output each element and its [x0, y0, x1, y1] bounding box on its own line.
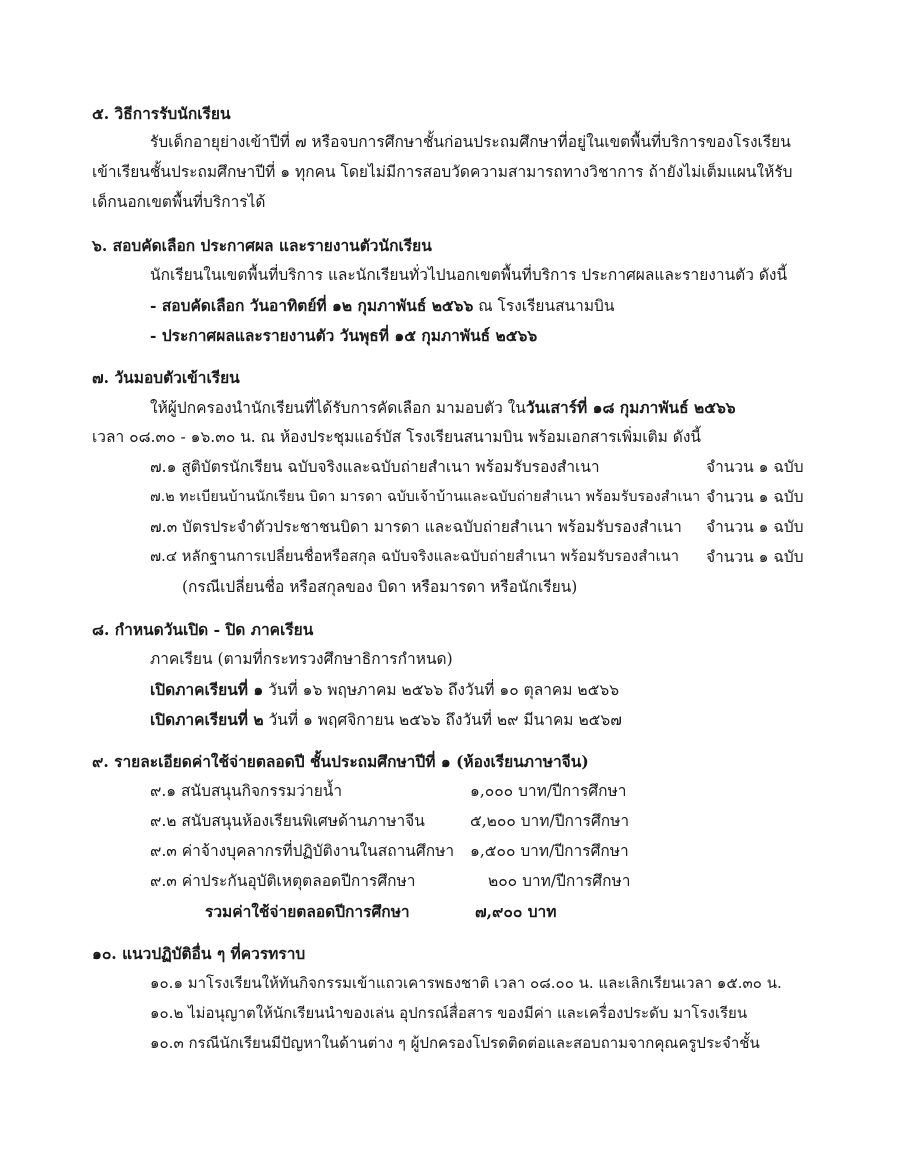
- section-5-paragraph-line-3: เด็กนอกเขตพื้นที่บริการได้: [92, 193, 266, 211]
- section-7-note: (กรณีเปลี่ยนชื่อ หรือสกุลของ บิดา หรือมารดา หรือนักเรียน): [182, 578, 578, 596]
- section-7-paragraph-line-2: เวลา ๐๘.๓๐ - ๑๖.๓๐ น. ณ ห้องประชุมแอร์บัส โรงเรียนสนามบิน พร้อมเอกสารเพิ่มเติม ดังนี้: [92, 428, 702, 446]
- expense-total-amount: ๗,๙๐๐ บาท: [475, 902, 557, 921]
- section-8-term-1: [150, 682, 619, 699]
- section-6-item-2: - ประกาศผลและรายงานตัว วันพุธที่ ๑๕ กุมภาพันธ์ ๒๕๖๖: [150, 326, 538, 345]
- expense-amount: ๑,๕๐๐ บาท/ปีการศึกษา: [470, 842, 629, 860]
- document-item-quantity: จำนวน ๑ ฉบับ: [706, 518, 804, 536]
- section-6-item-1: [150, 298, 615, 315]
- document-item-text: ๗.๓ บัตรประจำตัวประชาชนบิดา มารดา และฉบับถ่ายสำเนา พร้อมรับรองสำเนา: [150, 518, 682, 536]
- document-item-text: ๗.๒ ทะเบียนบ้านนักเรียน บิดา มารดา ฉบับเจ้าบ้านและฉบับถ่ายสำเนา พร้อมรับรองสำเนา: [150, 489, 701, 505]
- section-7-heading: ๗. วันมอบตัวเข้าเรียน: [92, 368, 240, 387]
- expense-total-label: รวมค่าใช้จ่ายตลอดปีการศึกษา: [205, 902, 410, 921]
- section-6-heading: ๖. สอบคัดเลือก ประกาศผล และรายงานตัวนักเรียน: [92, 236, 432, 255]
- section-7-p1-normal: ให้ผู้ปกครองนำนักเรียนที่ได้รับการคัดเลือก มามอบตัว ใน: [150, 399, 526, 417]
- section-5-paragraph-line-2: เข้าเรียนชั้นประถมศึกษาปีที่ ๑ ทุกคน โดยไม่มีการสอบวัดความสามารถทางวิชาการ ถ้ายังไม่เต็มแผนให้รับ: [92, 163, 793, 181]
- section-8-heading: ๘. กำหนดวันเปิด - ปิด ภาคเรียน: [92, 620, 314, 639]
- section-9-heading: ๙. รายละเอียดค่าใช้จ่ายตลอดปี ชั้นประถมศึกษาปีที่ ๑ (ห้องเรียนภาษาจีน): [92, 752, 589, 771]
- section-5-heading: ๕. วิธีการรับนักเรียน: [92, 104, 231, 123]
- document-item-quantity: จำนวน ๑ ฉบับ: [706, 458, 804, 476]
- term-2-dates: วันที่ ๑ พฤศจิกายน ๒๕๖๖ ถึงวันที่ ๒๙ มีนาคม ๒๕๖๗: [263, 711, 622, 729]
- section-6-intro: นักเรียนในเขตพื้นที่บริการ และนักเรียนทั่วไปนอกเขตพื้นที่บริการ ประกาศผลและรายงานตัว ดังนี้: [150, 266, 788, 284]
- document-item-text: ๗.๔ หลักฐานการเปลี่ยนชื่อหรือสกุล ฉบับจริงและฉบับถ่ายสำเนา พร้อมรับรองสำเนา: [150, 548, 680, 565]
- section-7-paragraph-line-1: [150, 400, 736, 417]
- section-10-heading: ๑๐. แนวปฏิบัติอื่น ๆ ที่ควรทราบ: [92, 944, 306, 963]
- expense-amount: ๒๐๐ บาท/ปีการศึกษา: [488, 872, 631, 890]
- term-1-dates: วันที่ ๑๖ พฤษภาคม ๒๕๖๖ ถึงวันที่ ๑๐ ตุลาคม ๒๕๖๖: [263, 681, 620, 699]
- term-1-label: เปิดภาคเรียนที่ ๑: [150, 680, 264, 699]
- expense-label: ๙.๑ สนับสนุนกิจกรรมว่ายน้ำ: [150, 782, 343, 800]
- section-6-item-1-rest: ณ โรงเรียนสนามบิน: [473, 297, 615, 315]
- expense-amount: ๕,๒๐๐ บาท/ปีการศึกษา: [470, 812, 630, 830]
- expense-label: ๙.๒ สนับสนุนห้องเรียนพิเศษด้านภาษาจีน: [150, 812, 425, 830]
- section-8-term-2: [150, 712, 622, 729]
- section-10-item-3: ๑๐.๓ กรณีนักเรียนมีปัญหาในด้านต่าง ๆ ผู้ปกครองโปรดติดต่อและสอบถามจากคุณครูประจำชั้น: [150, 1034, 760, 1052]
- section-6-item-1-bold: - สอบคัดเลือก วันอาทิตย์ที่ ๑๒ กุมภาพันธ์ ๒๕๖๖: [150, 296, 474, 315]
- document-item-text: ๗.๑ สูติบัตรนักเรียน ฉบับจริงและฉบับถ่ายสำเนา พร้อมรับรองสำเนา: [150, 458, 600, 476]
- expense-label: ๙.๓ ค่าประกันอุบัติเหตุตลอดปีการศึกษา: [150, 872, 416, 890]
- document-item-quantity: จำนวน ๑ ฉบับ: [706, 548, 804, 566]
- expense-label: ๙.๓ ค่าจ้างบุคลากรที่ปฏิบัติงานในสถานศึกษา: [150, 842, 455, 860]
- expense-amount: ๑,๐๐๐ บาท/ปีการศึกษา: [470, 782, 627, 800]
- document-item-quantity: จำนวน ๑ ฉบับ: [706, 488, 804, 506]
- section-10-item-1: ๑๐.๑ มาโรงเรียนให้ทันกิจกรรมเข้าแถวเคารพธงชาติ เวลา ๐๘.๐๐ น. และเลิกเรียนเวลา ๑๕.๓๐ น.: [150, 974, 782, 992]
- section-7-p1-bold: วันเสาร์ที่ ๑๘ กุมภาพันธ์ ๒๕๖๖: [525, 398, 736, 417]
- term-2-label: เปิดภาคเรียนที่ ๒: [150, 710, 264, 729]
- section-10-item-2: ๑๐.๒ ไม่อนุญาตให้นักเรียนนำของเล่น อุปกรณ์สื่อสาร ของมีค่า และเครื่องประดับ มาโรงเรียน: [150, 1004, 748, 1022]
- section-8-intro: ภาคเรียน (ตามที่กระทรวงศึกษาธิการกำหนด): [150, 650, 453, 668]
- section-5-paragraph-line-1: รับเด็กอายุย่างเข้าปีที่ ๗ หรือจบการศึกษาชั้นก่อนประถมศึกษาที่อยู่ในเขตพื้นที่บริการของโรงเรียน: [150, 133, 791, 151]
